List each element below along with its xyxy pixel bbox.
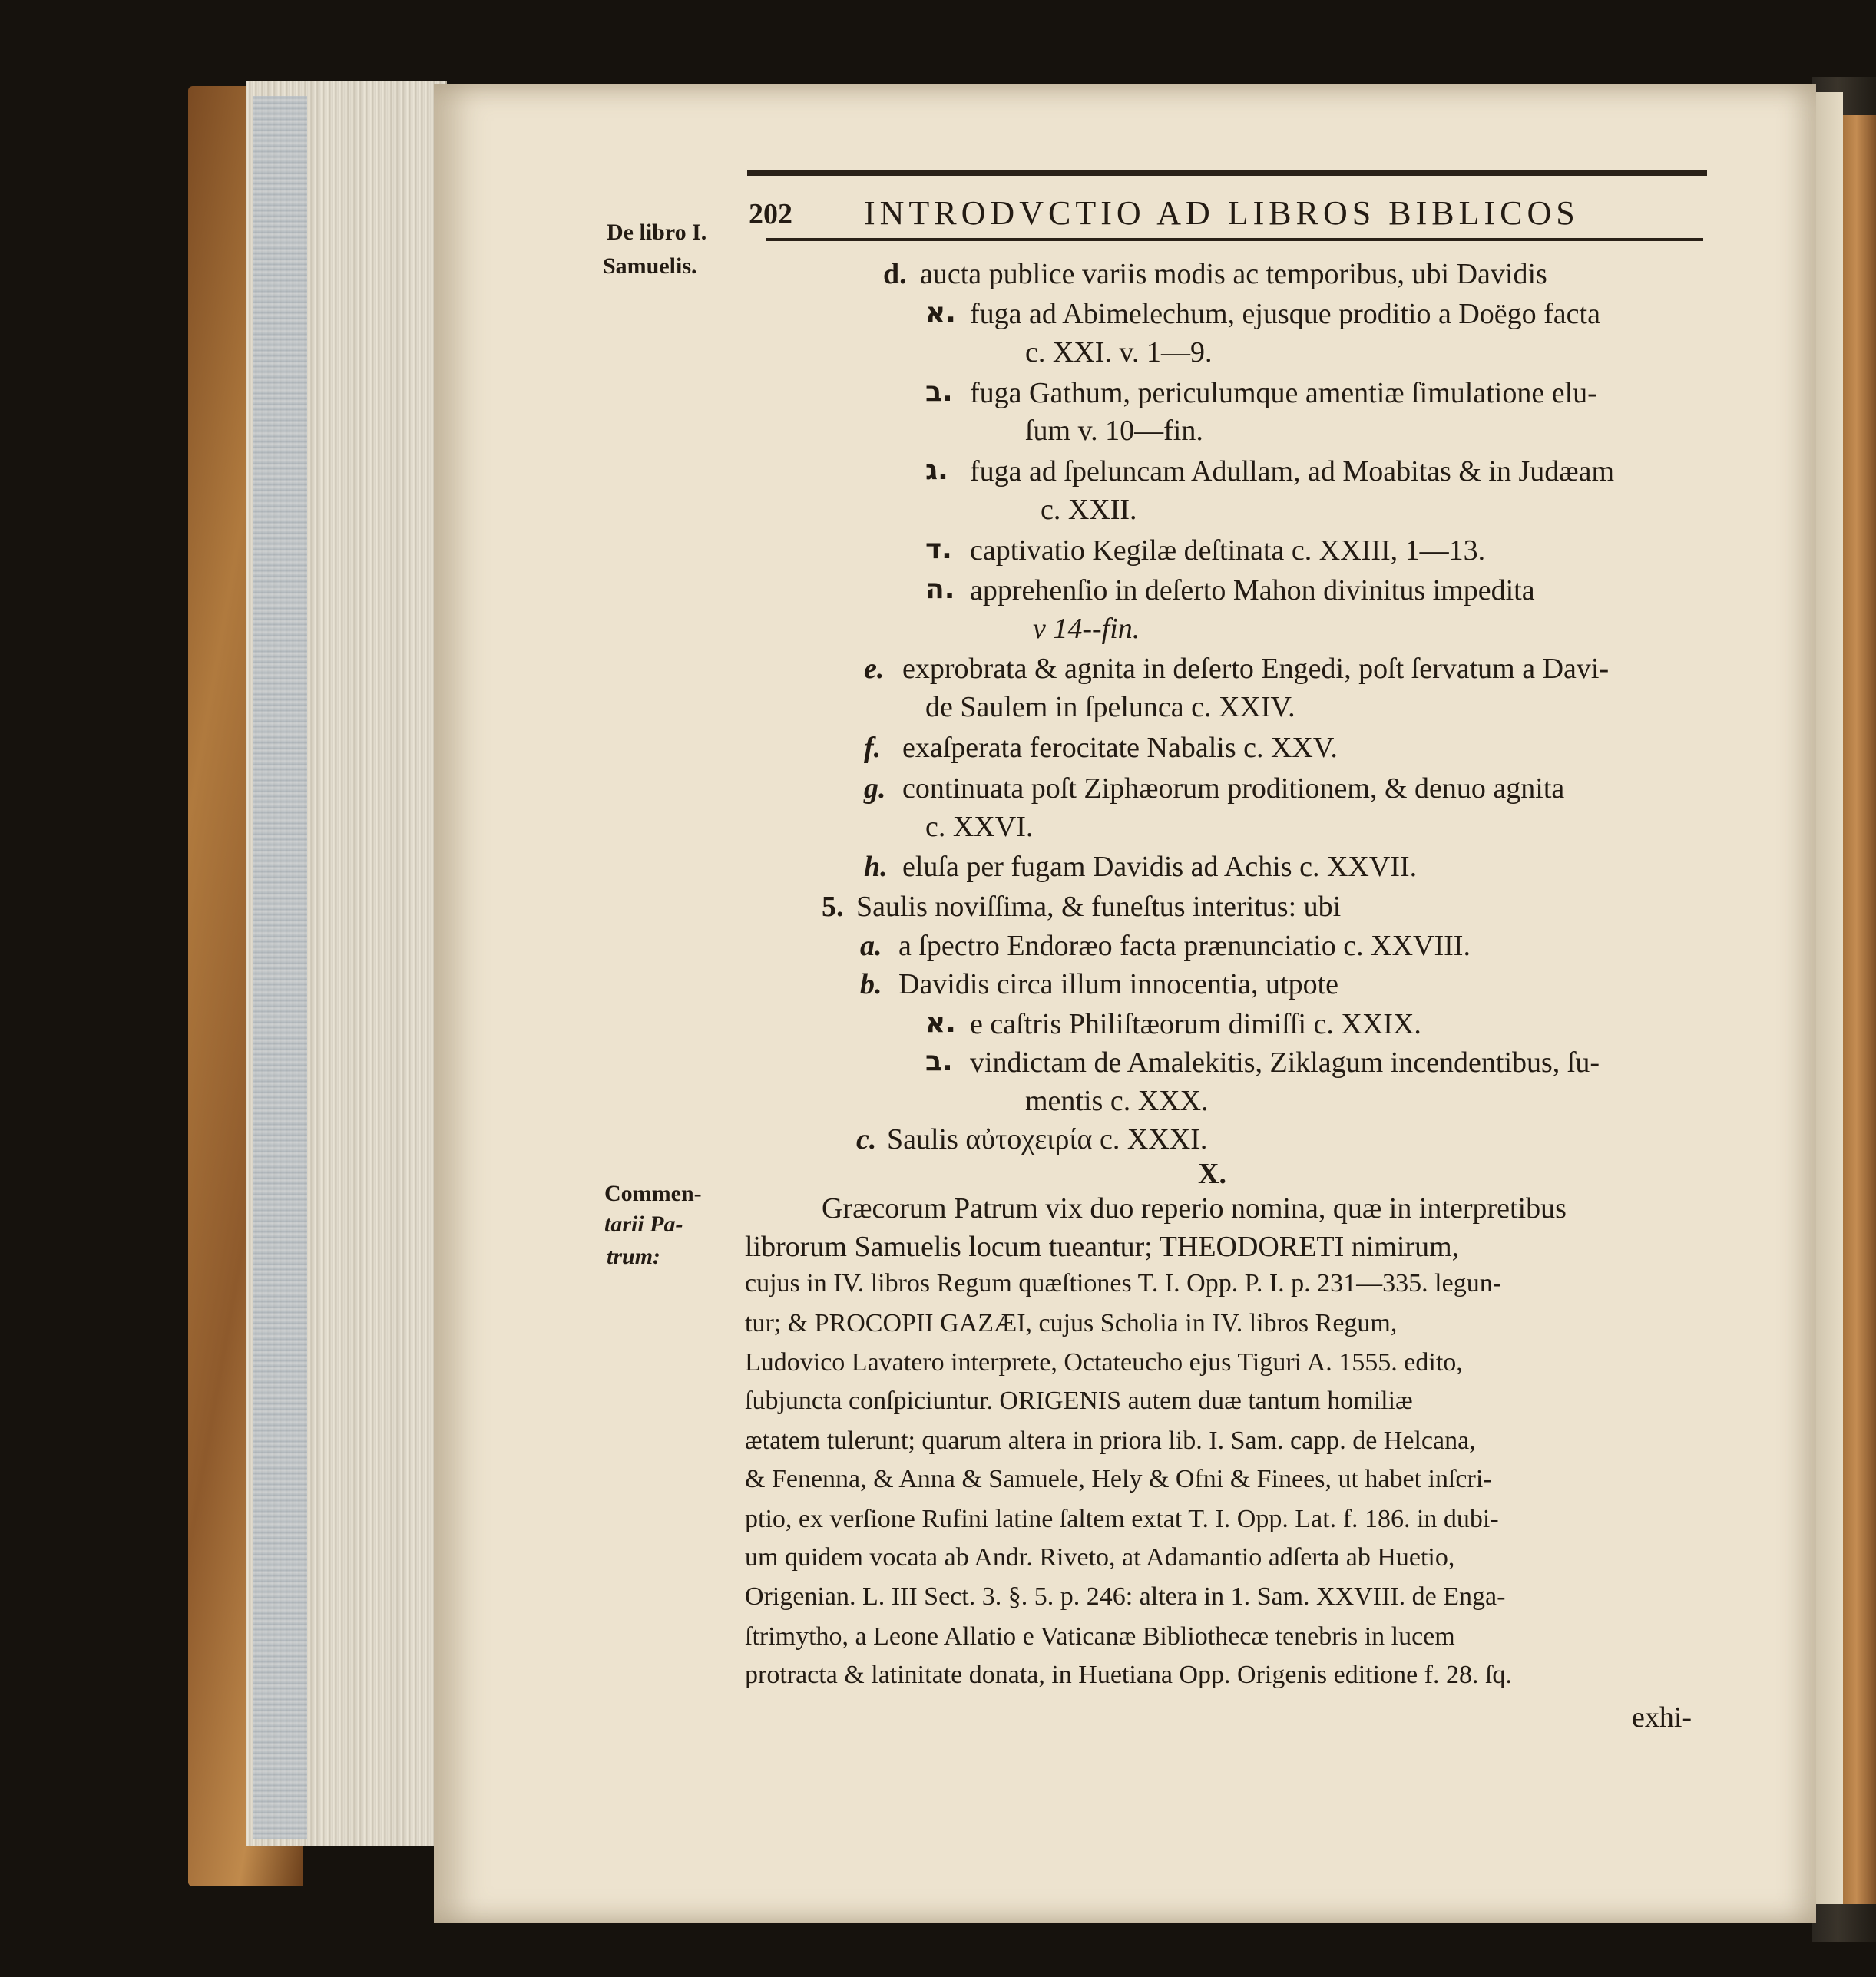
paragraph-line: librorum Samuelis locum tueantur; THEODORETI nimirum,: [745, 1231, 1460, 1263]
margin-note-line: Commen-: [604, 1181, 702, 1206]
outline-mark: 5.: [822, 891, 844, 923]
outline-text: Saulis αὐτοχειρία c. XXXI.: [887, 1123, 1208, 1155]
margin-note-line: trum:: [607, 1244, 661, 1269]
outline-text: c. XXVI.: [925, 811, 1034, 843]
margin-note-line: Samuelis.: [603, 253, 697, 279]
outline-mark: ה.: [925, 574, 955, 605]
section-numeral: X.: [1198, 1158, 1226, 1190]
outline-text: eluſa per fugam Davidis ad Achis c. XXVII.: [902, 851, 1418, 883]
outline-text: Davidis circa illum innocentia, utpote: [898, 968, 1339, 1000]
outline-mark: a.: [860, 930, 882, 962]
outline-text: exprobrata & agnita in deſerto Engedi, poſt ſervatum a Davi-: [902, 653, 1610, 685]
page-edge-speckle: [253, 96, 307, 1839]
outline-mark: ב.: [925, 1046, 953, 1077]
paragraph-line: ætatem tulerunt; quarum altera in priora lib. I. Sam. capp. de Helcana,: [745, 1427, 1476, 1455]
margin-note-line: tarii Pa-: [604, 1212, 683, 1237]
outline-text: exaſperata ferocitate Nabalis c. XXV.: [902, 732, 1338, 764]
margin-note-line: De libro I.: [607, 220, 707, 245]
printed-page: [434, 84, 1816, 1923]
outline-text: apprehenſio in deſerto Mahon divinitus impedita: [970, 574, 1535, 607]
outline-mark: א.: [925, 297, 956, 329]
facing-page-sliver: [1814, 92, 1843, 1904]
outline-text: fuga Gathum, periculumque amentiæ ſimulatione elu-: [970, 377, 1597, 409]
paragraph-line: um quidem vocata ab Andr. Riveto, at Adamantio adſerta ab Huetio,: [745, 1543, 1455, 1572]
outline-mark: ד.: [925, 534, 952, 565]
outline-mark: ב.: [925, 376, 953, 408]
outline-mark: d.: [883, 258, 907, 290]
paragraph-line: ſubjuncta conſpiciuntur. ORIGENIS autem duæ tantum homiliæ: [745, 1387, 1413, 1415]
outline-mark: ג.: [925, 455, 948, 486]
outline-text: c. XXII.: [1041, 494, 1137, 526]
outline-text: v 14--fin.: [1033, 613, 1140, 645]
outline-text: fuga ad ſpeluncam Adullam, ad Moabitas & in Judæam: [970, 455, 1615, 488]
paragraph-line: protracta & latinitate donata, in Huetiana Opp. Origenis editione f. 28. ſq.: [745, 1661, 1512, 1689]
outline-mark: c.: [856, 1123, 877, 1155]
outline-mark: f.: [864, 732, 882, 764]
header-rule-bottom: [766, 238, 1703, 241]
paragraph-line: Origenian. L. III Sect. 3. §. 5. p. 246: altera in 1. Sam. XXVIII. de Enga-: [745, 1582, 1506, 1611]
outline-text: ſum v. 10—fin.: [1025, 415, 1203, 447]
running-title: INTRODVCTIO AD LIBROS BIBLICOS: [864, 194, 1580, 232]
paragraph-line: ſtrimytho, a Leone Allatio e Vaticanæ Bibliothecæ tenebris in lucem: [745, 1622, 1455, 1651]
outline-text: aucta publice variis modis ac temporibus, ubi Davidis: [920, 258, 1547, 290]
outline-text: continuata poſt Ziphæorum proditionem, & denuo agnita: [902, 772, 1565, 805]
outline-mark: b.: [860, 968, 882, 1000]
paragraph-line: ptio, ex verſione Rufini latine ſaltem extat T. I. Opp. Lat. f. 186. in dubi-: [745, 1505, 1499, 1533]
outline-text: Saulis noviſſima, & funeſtus interitus: ubi: [856, 891, 1342, 923]
catchword: exhi-: [1632, 1701, 1692, 1734]
outline-mark: e.: [864, 653, 885, 685]
paragraph-line: & Fenenna, & Anna & Samuele, Hely & Ofni & Finees, ut habet inſcri-: [745, 1465, 1492, 1493]
outline-text: a ſpectro Endoræo facta prænunciatio c. XXVIII.: [898, 930, 1471, 962]
outline-mark: h.: [864, 851, 888, 883]
outline-mark: g.: [864, 772, 886, 805]
outline-text: fuga ad Abimelechum, ejusque proditio a Doëgo facta: [970, 298, 1600, 330]
page-number: 202: [749, 198, 792, 230]
outline-text: e caſtris Philiſtæorum dimiſſi c. XXIX.: [970, 1008, 1421, 1040]
outline-text: vindictam de Amalekitis, Ziklagum incendentibus, ſu-: [970, 1046, 1600, 1079]
paragraph-line: Græcorum Patrum vix duo reperio nomina, quæ in interpretibus: [822, 1192, 1567, 1225]
paragraph-line: Ludovico Lavatero interprete, Octateucho ejus Tiguri A. 1555. edito,: [745, 1348, 1463, 1377]
outline-text: mentis c. XXX.: [1025, 1085, 1209, 1117]
paragraph-line: tur; & PROCOPII GAZÆI, cujus Scholia in IV. libros Regum,: [745, 1309, 1398, 1337]
outline-text: de Saulem in ſpelunca c. XXIV.: [925, 691, 1295, 723]
header-rule-top: [747, 170, 1707, 176]
outline-mark: א.: [925, 1007, 956, 1039]
paragraph-line: cujus in IV. libros Regum quæſtiones T. I. Opp. P. I. p. 231—335. legun-: [745, 1269, 1502, 1298]
outline-text: captivatio Kegilæ deſtinata c. XXIII, 1—13.: [970, 534, 1486, 567]
outline-text: c. XXI. v. 1—9.: [1025, 336, 1213, 369]
